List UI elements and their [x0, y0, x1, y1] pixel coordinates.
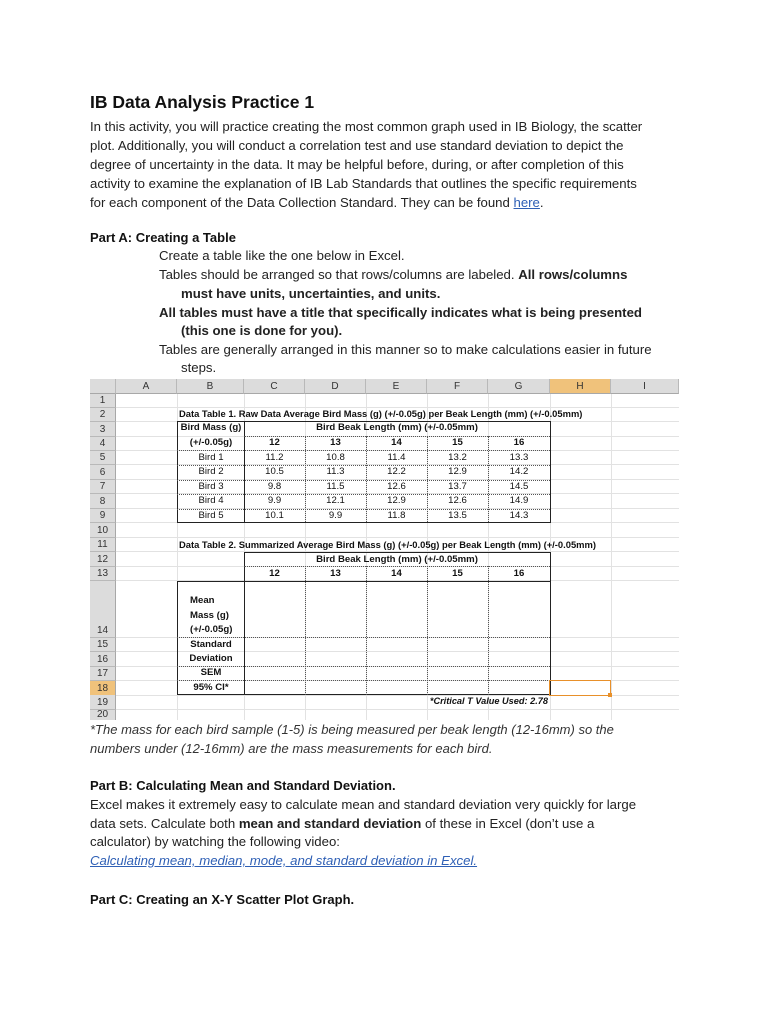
table1-value: 10.5 — [265, 466, 284, 477]
part-c-heading: Part C: Creating an X-Y Scatter Plot Graph. — [90, 892, 355, 907]
table-border — [177, 680, 550, 681]
table-border — [177, 694, 551, 695]
here-link[interactable]: here — [513, 195, 540, 210]
sheet-corner — [90, 379, 116, 394]
table-border — [366, 436, 367, 522]
table-border — [427, 566, 428, 695]
table-border — [244, 436, 550, 437]
table-border — [177, 509, 550, 510]
row-header: 7 — [90, 480, 116, 494]
part-a-line: Tables are generally arranged in this manner so to make calculations easier in future — [159, 342, 652, 357]
row-header: 15 — [90, 638, 116, 652]
table1-value: 13.2 — [448, 452, 467, 463]
table2-length-header: 14 — [391, 568, 402, 579]
table1-length-header: 14 — [391, 437, 402, 448]
table1-value: 12.6 — [387, 481, 406, 492]
selected-cell[interactable] — [549, 680, 611, 696]
table1-group-header: Bird Beak Length (mm) (+/-0.05mm) — [316, 422, 478, 433]
table1-value: 10.1 — [265, 510, 284, 521]
table1-value: 14.5 — [509, 481, 529, 492]
part-a-heading: Part A: Creating a Table — [90, 230, 236, 245]
critical-t-note: *Critical T Value Used: 2.78 — [429, 696, 548, 706]
row-header: 20 — [90, 710, 116, 720]
column-header: I — [611, 379, 679, 394]
table1-value: 11.4 — [387, 452, 406, 463]
row-header: 16 — [90, 652, 116, 667]
table-border — [244, 581, 245, 695]
table-border — [305, 566, 306, 695]
part-a-line: All tables must have a title that specifically indicates what is being presented — [159, 305, 642, 320]
table1-value: 11.5 — [326, 481, 345, 492]
table1-length-header: 16 — [513, 437, 525, 448]
table-border — [305, 436, 306, 522]
table-border — [550, 421, 551, 523]
table1-value: 11.3 — [326, 466, 345, 477]
part-a-line: (this one is done for you). — [181, 323, 343, 338]
page-title: IB Data Analysis Practice 1 — [90, 92, 315, 112]
table2-mean-label: Mass (g) — [190, 610, 229, 621]
table1-value: 13.3 — [509, 452, 529, 463]
table-border — [177, 637, 550, 638]
table1-value: 9.9 — [328, 510, 343, 521]
column-header: G — [488, 379, 550, 394]
table1-bird-label: Bird 3 — [198, 481, 224, 492]
table-border — [244, 566, 550, 567]
table1-value: 14.9 — [509, 495, 529, 506]
table1-value: 12.6 — [448, 495, 467, 506]
row-header: 10 — [90, 523, 116, 538]
table2-mean-label: (+/-0.05g) — [190, 624, 233, 635]
table1-value: 12.2 — [387, 466, 406, 477]
row-header: 19 — [90, 695, 116, 710]
row-header: 9 — [90, 509, 116, 523]
table1-value: 9.8 — [267, 481, 282, 492]
table1-title: Data Table 1. Raw Data Average Bird Mass (g) (+/-0.05g) per Beak Length (mm) (+/-0.05mm) — [179, 408, 583, 419]
table2-mean-label: Mean — [190, 595, 215, 606]
table1-value: 12.9 — [448, 466, 467, 477]
table1-value: 11.8 — [387, 510, 406, 521]
intro-paragraph — [90, 117, 680, 212]
table2-title: Data Table 2. Summarized Average Bird Mass (g) (+/-0.05g) per Beak Length (mm) (+/-0.05mm) — [179, 539, 596, 550]
table-border — [177, 480, 550, 481]
intro-line: activity to examine the explanation of IB Lab Standards that outlines the specific requirements — [90, 176, 637, 191]
table2-length-header: 12 — [269, 568, 280, 579]
part-b-line: Excel makes it extremely easy to calculate mean and standard deviation very quickly for large — [90, 797, 637, 812]
table-border — [244, 552, 245, 582]
table2-ci-label: 95% CI* — [193, 682, 229, 693]
intro-line: In this activity, you will practice creating the most common graph used in IB Biology, the scatter — [90, 119, 643, 134]
table-border — [550, 552, 551, 582]
part-a-line: must have units, uncertainties, and units. — [181, 286, 441, 301]
part-a-line: steps. — [181, 360, 217, 375]
table1-value: 9.9 — [267, 495, 282, 506]
table1-bird-label: Bird 5 — [198, 510, 224, 521]
row-header: 3 — [90, 422, 116, 437]
fill-handle[interactable] — [608, 693, 612, 697]
table2-group-header: Bird Beak Length (mm) (+/-0.05mm) — [316, 554, 478, 565]
part-b-line: calculator) by watching the following video: — [90, 834, 340, 849]
column-header: D — [305, 379, 366, 394]
row-header: 17 — [90, 667, 116, 681]
table-border — [177, 522, 551, 523]
table1-value: 10.8 — [326, 452, 345, 463]
intro-line: degree of uncertainty in the data. It may be helpful before, during, or after completion of this — [90, 157, 624, 172]
table1-bird-label: Bird 1 — [198, 452, 224, 463]
table2-length-header: 16 — [513, 568, 525, 579]
column-header: E — [366, 379, 427, 394]
column-header-selected: H — [550, 379, 611, 394]
spreadsheet-image — [90, 379, 679, 720]
table2-length-header: 15 — [452, 568, 463, 579]
row-header: 8 — [90, 494, 116, 509]
gridline — [611, 394, 612, 720]
table1-value: 12.9 — [387, 495, 406, 506]
row-header: 4 — [90, 437, 116, 451]
row-header: 5 — [90, 451, 116, 465]
table-border — [244, 552, 551, 553]
part-a-line: Create a table like the one below in Excel. — [159, 248, 405, 263]
excel-video-link[interactable]: Calculating mean, median, mode, and standard deviation in Excel. — [90, 853, 478, 868]
table-border — [488, 566, 489, 695]
table1-value: 14.2 — [509, 466, 529, 477]
table1-bird-label: Bird 4 — [198, 495, 224, 506]
table2-length-header: 13 — [330, 568, 341, 579]
table1-value: 11.2 — [265, 452, 284, 463]
row-header: 18 — [90, 681, 116, 696]
table2-sd-label: Standard — [190, 639, 232, 650]
table1-value: 14.3 — [509, 510, 529, 521]
row-header: 2 — [90, 408, 116, 422]
table-border — [177, 450, 550, 451]
footnote-line: numbers under (12-16mm) are the mass measurements for each bird. — [90, 741, 493, 756]
table-border — [366, 566, 367, 695]
row-header: 12 — [90, 552, 116, 567]
table2-sd-label: Deviation — [189, 653, 233, 664]
footnote-line: *The mass for each bird sample (1-5) is being measured per beak length (12-16mm) so the — [90, 722, 614, 737]
gridline — [116, 537, 679, 538]
table-border — [177, 421, 178, 523]
row-header: 11 — [90, 538, 116, 552]
table1-length-header: 13 — [330, 437, 341, 448]
intro-line: plot. Additionally, you will conduct a correlation test and use standard deviation to depict the — [90, 138, 624, 153]
table-border — [427, 436, 428, 522]
table-border — [177, 494, 550, 495]
table-border — [177, 465, 550, 466]
gridline — [116, 651, 679, 652]
row-header: 6 — [90, 465, 116, 480]
row-header: 1 — [90, 394, 116, 408]
part-b-heading: Part B: Calculating Mean and Standard Deviation. — [90, 778, 396, 793]
table1-rowhead: (+/-0.05g) — [189, 437, 233, 448]
column-header: C — [244, 379, 305, 394]
table-border — [488, 436, 489, 522]
row-header: 14 — [90, 581, 116, 638]
table1-value: 13.5 — [448, 510, 467, 521]
column-header: F — [427, 379, 488, 394]
table-border — [177, 421, 551, 422]
column-header: A — [116, 379, 177, 394]
table1-rowhead: Bird Mass (g) — [180, 422, 242, 433]
table1-value: 12.1 — [326, 495, 345, 506]
table1-value: 13.7 — [448, 481, 467, 492]
column-header: B — [177, 379, 244, 394]
table-border — [550, 581, 551, 695]
table1-bird-label: Bird 2 — [198, 466, 224, 477]
row-header: 13 — [90, 567, 116, 581]
table1-length-header: 12 — [269, 437, 280, 448]
table1-length-header: 15 — [452, 437, 463, 448]
part-a-line: Tables should be arranged so that rows/columns are labeled. All rows/columns — [159, 267, 628, 282]
intro-line: for each component of the Data Collection Standard. They can be found here. — [90, 195, 544, 210]
gridline — [116, 709, 679, 710]
table2-sem-label: SEM — [200, 667, 222, 678]
table-border — [177, 581, 551, 582]
part-b-line: data sets. Calculate both mean and standard deviation of these in Excel (don’t use a — [90, 816, 595, 831]
